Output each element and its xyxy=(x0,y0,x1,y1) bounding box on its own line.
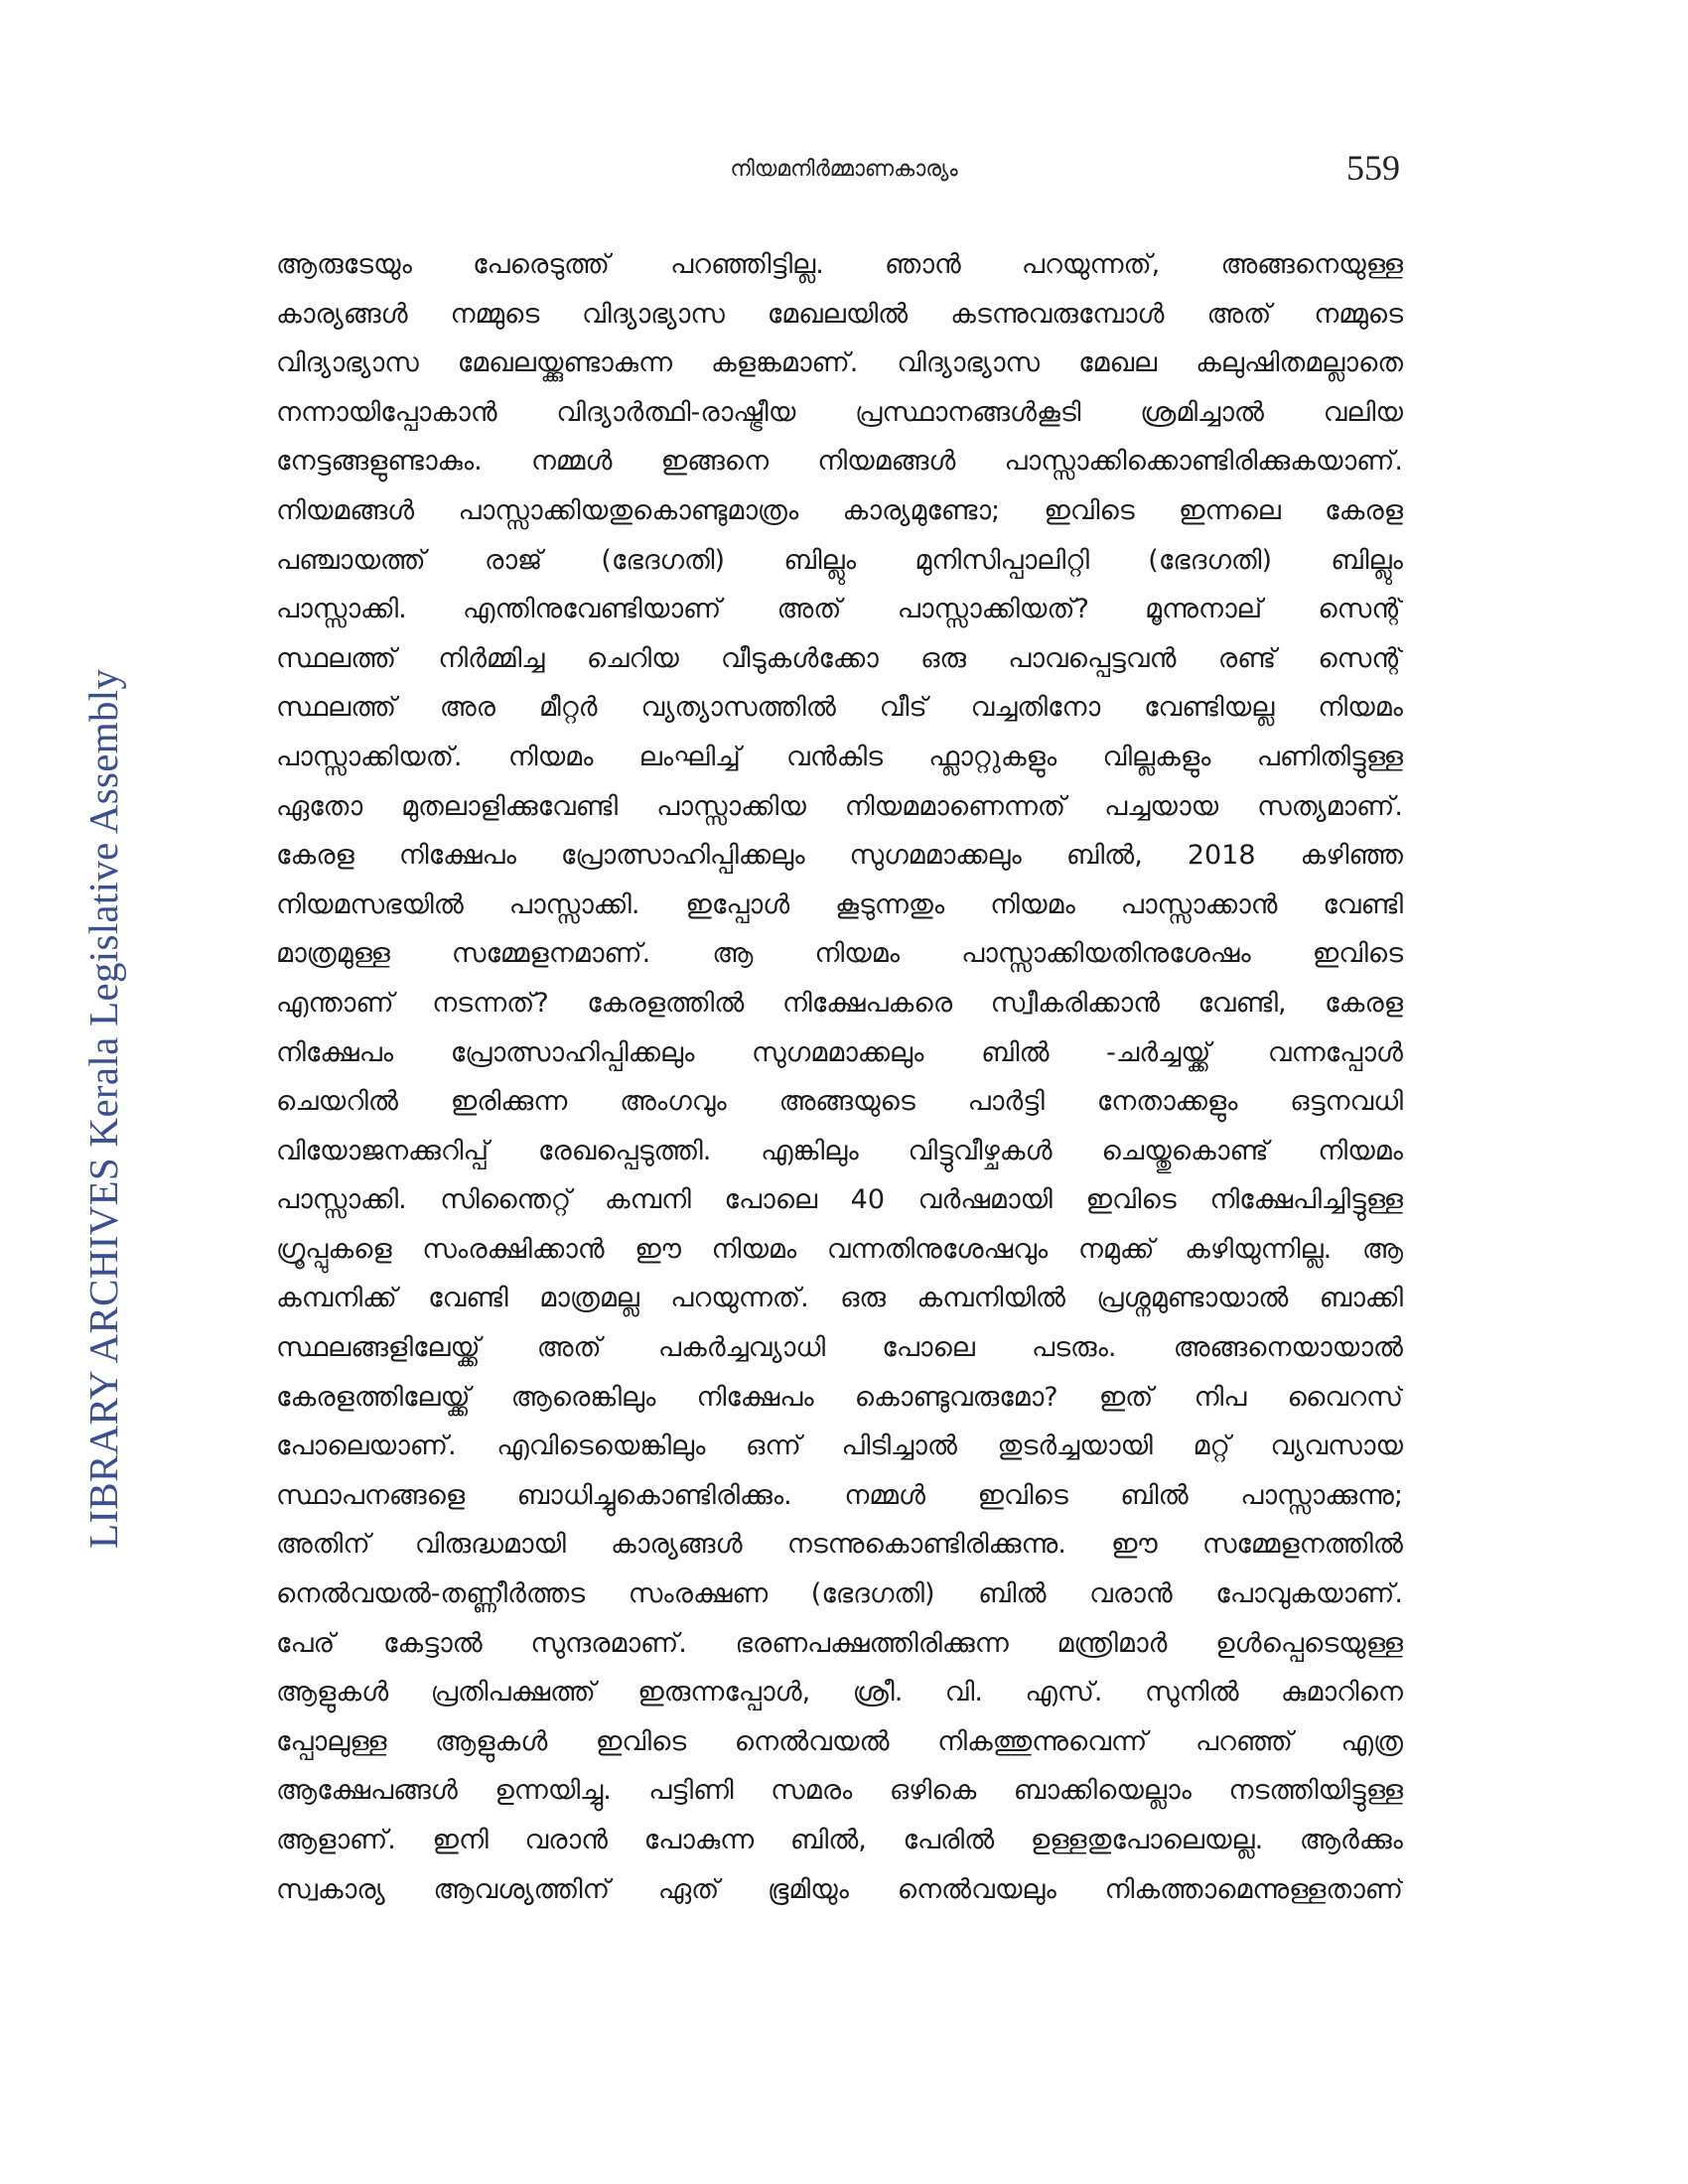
text-line: ഗ്രൂപ്പുകളെ സംരക്ഷിക്കാൻ ഈ നിയമം വന്നതിനുശേഷവും നമുക്ക് കഴിയുന്നില്ല. ആ xyxy=(276,1233,1403,1265)
text-line: എന്താണ് നടന്നത്? കേരളത്തിൽ നിക്ഷേപകരെ സ്വീകരിക്കാൻ വേണ്ടി, കേരള xyxy=(276,987,1403,1019)
text-line: കേരള നിക്ഷേപം പ്രോത്സാഹിപ്പിക്കലും സുഗമമാക്കലും ബിൽ, 2018 കഴിഞ്ഞ xyxy=(276,840,1403,872)
text-line: അതിന് വിരുദ്ധമായി കാര്യങ്ങൾ നടന്നുകൊണ്ടിരിക്കുന്നു. ഈ സമ്മേളനത്തിൽ xyxy=(276,1529,1403,1561)
text-line: ആക്ഷേപങ്ങൾ ഉന്നയിച്ചു. പട്ടിണി സമരം ഒഴികെ ബാക്കിയെല്ലാം നടത്തിയിട്ടുള്ള xyxy=(276,1775,1403,1807)
text-line: സ്ഥലങ്ങളിലേയ്ക്ക് അത് പകർച്ചവ്യാധി പോലെ പടരും. അങ്ങനെയായാൽ xyxy=(276,1332,1403,1364)
text-line: പേര് കേട്ടാൽ സുന്ദരമാണ്. ഭരണപക്ഷത്തിരിക്കുന്ന മന്ത്രിമാർ ഉൾപ്പെടെയുള്ള xyxy=(276,1627,1403,1659)
text-line: പാസ്സാക്കി. സിന്തൈറ്റ് കമ്പനി പോലെ 40 വർഷമായി ഇവിടെ നിക്ഷേപിച്ചിട്ടുള്ള xyxy=(276,1184,1403,1216)
text-line: കമ്പനിക്ക് വേണ്ടി മാത്രമല്ല പറയുന്നത്. ഒരു കമ്പനിയിൽ പ്രശ്നമുണ്ടായാൽ ബാക്കി xyxy=(276,1283,1403,1314)
text-line: നിയമങ്ങൾ പാസ്സാക്കിയതുകൊണ്ടുമാത്രം കാര്യമുണ്ടോ; ഇവിടെ ഇന്നലെ കേരള xyxy=(276,494,1403,526)
text-line: പാസ്സാക്കിയത്. നിയമം ലംഘിച്ച് വൻകിട ഫ്ലാറ്റുകളും വില്ലകളും പണിതിട്ടുള്ള xyxy=(276,741,1403,772)
text-line: മാത്രമുള്ള സമ്മേളനമാണ്. ആ നിയമം പാസ്സാക്കിയതിനുശേഷം ഇവിടെ xyxy=(276,938,1403,970)
text-line: സ്ഥലത്ത് അര മീറ്റർ വ്യത്യാസത്തിൽ വീട് വച്ചതിനോ വേണ്ടിയല്ല നിയമം xyxy=(276,692,1403,724)
running-header-title: നിയമനിർമ്മാണകാര്യം xyxy=(730,157,958,182)
text-line: വിയോജനക്കുറിപ്പ് രേഖപ്പെടുത്തി. എങ്കിലും വിട്ടുവീഴ്ചകൾ ചെയ്തുകൊണ്ട് നിയമം xyxy=(276,1135,1403,1166)
body-paragraph xyxy=(276,240,1403,1914)
text-line: സ്വകാര്യ ആവശ്യത്തിന് ഏത് ഭൂമിയും നെൽവയലും നികത്താമെന്നുള്ളതാണ് xyxy=(276,1873,1403,1905)
text-line: നന്നായിപ്പോകാൻ വിദ്യാർത്ഥി-രാഷ്ട്രീയ പ്രസ്ഥാനങ്ങൾകൂടി ശ്രമിച്ചാൽ വലിയ xyxy=(276,396,1403,428)
text-line: പാസ്സാക്കി. എന്തിനുവേണ്ടിയാണ് അത് പാസ്സാക്കിയത്? മൂന്നുനാല് സെന്റ് xyxy=(276,594,1403,625)
text-line: പഞ്ചായത്ത് രാജ് (ഭേദഗതി) ബില്ലും മുനിസിപ്പാലിറ്റി (ഭേദഗതി) ബില്ലും xyxy=(276,544,1403,576)
text-line: കാര്യങ്ങൾ നമ്മുടെ വിദ്യാഭ്യാസ മേഖലയിൽ കടന്നുവരുമ്പോൾ അത് നമ്മുടെ xyxy=(276,298,1403,330)
text-line: പോലെയാണ്. എവിടെയെങ്കിലും ഒന്ന് പിടിച്ചാൽ തുടർച്ചയായി മറ്റ് വ്യവസായ xyxy=(276,1431,1403,1462)
text-line: ഏതോ മുതലാളിക്കുവേണ്ടി പാസ്സാക്കിയ നിയമമാണെന്നത് പച്ചയായ സത്യമാണ്. xyxy=(276,790,1403,822)
page-number: 559 xyxy=(1346,148,1400,188)
text-line: പ്പോലുള്ള ആളുകൾ ഇവിടെ നെൽവയൽ നികത്തുന്നുവെന്ന് പറഞ്ഞ് എത്ര xyxy=(276,1725,1403,1757)
text-line: കേരളത്തിലേയ്ക്ക് ആരെങ്കിലും നിക്ഷേപം കൊണ്ടുവരുമോ? ഇത് നിപ വൈറസ് xyxy=(276,1381,1403,1413)
text-line: സ്ഥാപനങ്ങളെ ബാധിച്ചുകൊണ്ടിരിക്കും. നമ്മൾ ഇവിടെ ബിൽ പാസ്സാക്കുന്നു; xyxy=(276,1479,1403,1511)
text-line: ആളുകൾ പ്രതിപക്ഷത്ത് ഇരുന്നപ്പോൾ, ശ്രീ. വി. എസ്. സുനിൽ കുമാറിനെ xyxy=(276,1677,1403,1708)
text-line: ആളാണ്. ഇനി വരാൻ പോകുന്ന ബിൽ, പേരിൽ ഉള്ളതുപോലെയല്ല. ആർക്കും xyxy=(276,1825,1403,1855)
archive-watermark: LIBRARY ARCHIVES Kerala Legislative Assembly xyxy=(80,668,126,1549)
text-line: നെൽവയൽ-തണ്ണീർത്തട സംരക്ഷണ (ഭേദഗതി) ബിൽ വരാൻ പോവുകയാണ്. xyxy=(276,1578,1403,1610)
text-line: നിക്ഷേപം പ്രോത്സാഹിപ്പിക്കലും സുഗമമാക്കലും ബിൽ -ചർച്ചയ്ക്ക് വന്നപ്പോൾ xyxy=(276,1036,1403,1068)
text-line: നേട്ടങ്ങളുണ്ടാകും. നമ്മൾ ഇങ്ങനെ നിയമങ്ങൾ പാസ്സാക്കിക്കൊണ്ടിരിക്കുകയാണ്. xyxy=(276,446,1403,478)
text-line: വിദ്യാഭ്യാസ മേഖലയ്ക്കുണ്ടാകുന്ന കളങ്കമാണ്. വിദ്യാഭ്യാസ മേഖല കലുഷിതമല്ലാതെ xyxy=(276,347,1403,379)
text-line: സ്ഥലത്ത് നിർമ്മിച്ച ചെറിയ വീടുകൾക്കോ ഒരു പാവപ്പെട്ടവൻ രണ്ട് സെന്റ് xyxy=(276,642,1403,674)
text-line: നിയമസഭയിൽ പാസ്സാക്കി. ഇപ്പോൾ കൂടുന്നതും നിയമം പാസ്സാക്കാൻ വേണ്ടി xyxy=(276,888,1403,920)
text-line: ആരുടേയും പേരെടുത്ത് പറഞ്ഞിട്ടില്ല. ഞാൻ പറയുന്നത്, അങ്ങനെയുള്ള xyxy=(276,249,1403,280)
text-line: ചെയറിൽ ഇരിക്കുന്ന അംഗവും അങ്ങയുടെ പാർട്ടി നേതാക്കളും ഒട്ടനവധി xyxy=(276,1086,1403,1118)
